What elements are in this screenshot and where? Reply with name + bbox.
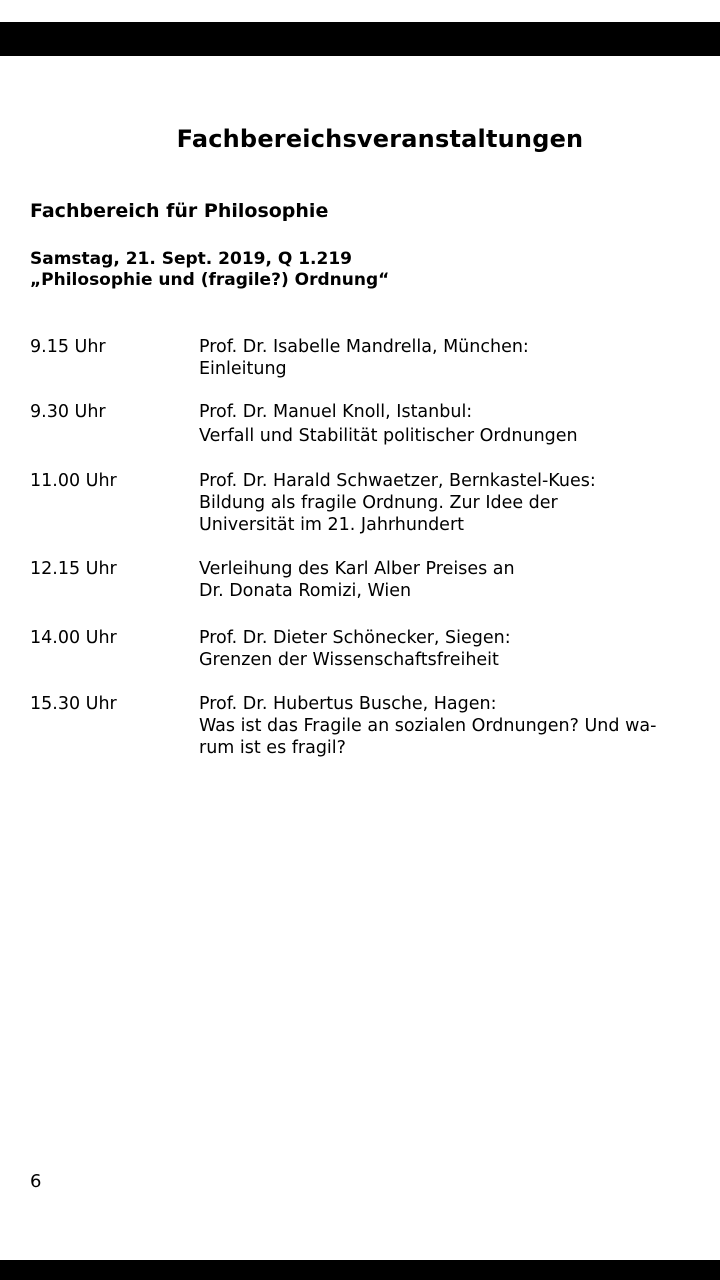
page-title: Fachbereichsveranstaltungen — [176, 125, 584, 153]
schedule-description — [199, 401, 689, 447]
schedule-description — [199, 693, 689, 759]
schedule-line: Prof. Dr. Harald Schwaetzer, Bernkastel-Kues: — [199, 471, 596, 491]
schedule-time: 11.00 Uhr — [30, 471, 117, 491]
department-heading: Fachbereich für Philosophie — [30, 200, 329, 222]
schedule-description — [199, 336, 689, 380]
event-date: Samstag, 21. Sept. 2019, Q 1.219 — [30, 249, 353, 269]
schedule-time: 9.15 Uhr — [30, 337, 106, 357]
schedule-line: Prof. Dr. Hubertus Busche, Hagen: — [199, 694, 497, 714]
schedule-line: Was ist das Fragile an sozialen Ordnungen? Und wa- — [199, 716, 657, 736]
top-black-bar — [0, 22, 720, 56]
schedule-line: Universität im 21. Jahrhundert — [199, 515, 465, 535]
schedule-description — [199, 627, 689, 671]
schedule-line: Verfall und Stabilität politischer Ordnungen — [199, 426, 578, 446]
schedule-line: Prof. Dr. Isabelle Mandrella, München: — [199, 337, 529, 357]
event-topic: „Philosophie und (fragile?) Ordnung“ — [30, 270, 390, 290]
schedule-line: Prof. Dr. Manuel Knoll, Istanbul: — [199, 402, 473, 422]
schedule-description — [199, 558, 689, 602]
schedule-line: Dr. Donata Romizi, Wien — [199, 581, 412, 601]
schedule-description — [199, 470, 689, 536]
schedule-line: Einleitung — [199, 359, 287, 379]
schedule-line: Grenzen der Wissenschaftsfreiheit — [199, 650, 499, 670]
schedule-time: 15.30 Uhr — [30, 694, 117, 714]
schedule-time: 9.30 Uhr — [30, 402, 106, 422]
schedule-line: Prof. Dr. Dieter Schönecker, Siegen: — [199, 628, 511, 648]
schedule-time: 14.00 Uhr — [30, 628, 117, 648]
schedule-time: 12.15 Uhr — [30, 559, 117, 579]
schedule-line: Verleihung des Karl Alber Preises an — [199, 559, 515, 579]
schedule-line: Bildung als fragile Ordnung. Zur Idee der — [199, 493, 558, 513]
page-number: 6 — [30, 1171, 42, 1192]
schedule-line: rum ist es fragil? — [199, 738, 346, 758]
bottom-black-bar — [0, 1260, 720, 1280]
